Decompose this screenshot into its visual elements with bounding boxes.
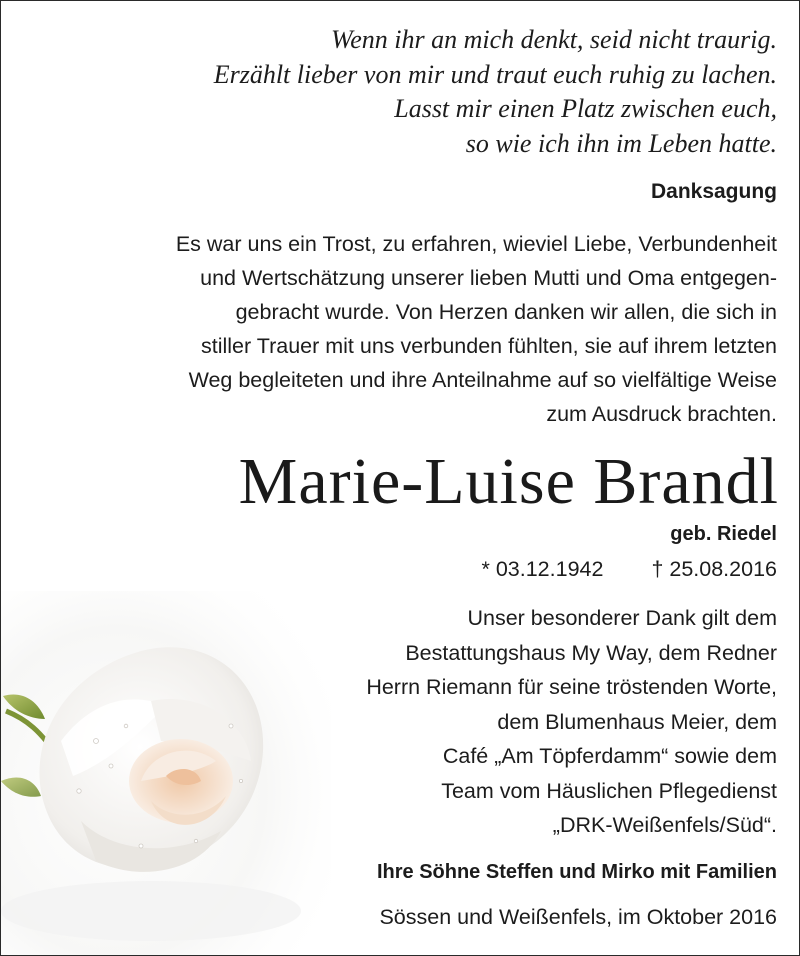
special-thanks-line: dem Blumenhaus Meier, dem (497, 709, 777, 734)
life-dates (482, 553, 778, 585)
poem-line: Erzählt lieber von mir und traut euch ruhig zu lachen. (213, 59, 777, 89)
heading-danksagung: Danksagung (650, 180, 777, 203)
special-thanks (217, 601, 777, 843)
poem (17, 23, 777, 161)
deceased-name: Marie-Luise Brandl (238, 445, 779, 518)
thanks-line: gebracht wurde. Von Herzen danken wir allen, die sich in (235, 300, 777, 324)
thanks-line: und Wertschätzung unserer lieben Mutti und Oma entgegen- (200, 266, 777, 290)
special-thanks-line: Team vom Häuslichen Pflegedienst (441, 778, 777, 803)
thanks-line: Weg begleiteten und ihre Anteilnahme auf so vielfältige Weise (188, 368, 777, 392)
thanks-line: Es war uns ein Trost, zu erfahren, wieviel Liebe, Verbundenheit (175, 232, 777, 256)
poem-line: Lasst mir einen Platz zwischen euch, (394, 94, 777, 123)
special-thanks-line: „DRK-Weißenfels/Süd“. (552, 813, 777, 837)
special-thanks-line: Unser besonderer Dank gilt dem (467, 606, 777, 630)
thanks-line: zum Ausdruck brachten. (546, 402, 777, 426)
signoff: Ihre Söhne Steffen und Mirko mit Familien (376, 861, 777, 883)
special-thanks-line: Café „Am Töpferdamm“ sowie dem (442, 744, 777, 768)
special-thanks-line: Herrn Riemann für seine tröstenden Worte, (366, 675, 777, 699)
thanks-line: stiller Trauer mit uns verbunden fühlten, sie auf ihrem letzten (200, 334, 777, 358)
thanks-paragraph (17, 227, 777, 431)
poem-line: Wenn ihr an mich denkt, seid nicht traurig. (330, 25, 777, 54)
death-date: † 25.08.2016 (651, 557, 777, 581)
place-date: Sössen und Weißenfels, im Oktober 2016 (379, 905, 777, 929)
poem-line: so wie ich ihn im Leben hatte. (465, 128, 777, 158)
special-thanks-line: Bestattungshaus My Way, dem Redner (405, 640, 777, 665)
birth-date: * 03.12.1942 (481, 557, 604, 581)
birth-name: geb. Riedel (670, 523, 777, 545)
